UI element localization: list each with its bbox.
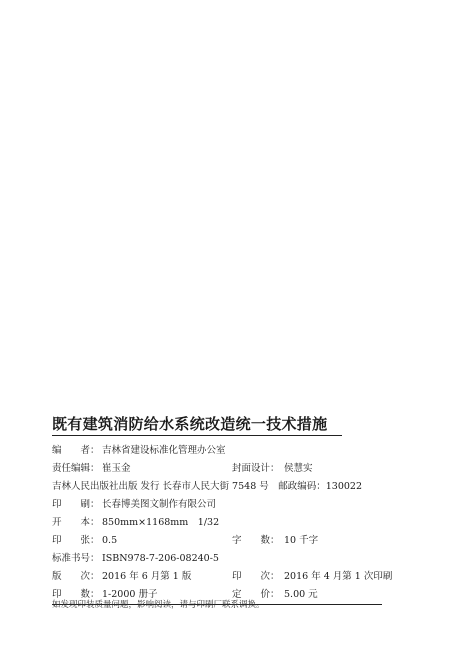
info-row-edition (52, 568, 393, 586)
format-label: 开 本： (52, 517, 100, 528)
cip-info-table (52, 442, 393, 605)
info-row-editor (52, 442, 382, 460)
responsible-editor-label: 责任编辑： (52, 463, 100, 474)
isbn-value: ISBN978-7-206-08240-5 (102, 553, 219, 564)
copies-label: 印 数： (52, 589, 100, 600)
sheets-label: 印 张： (52, 535, 100, 546)
copies-value: 1-2000 册子 (102, 589, 158, 600)
editor-label: 编 者： (52, 445, 100, 456)
price-label: 定 价： (232, 589, 280, 600)
info-row-publisher (52, 478, 382, 496)
printer-label: 印 刷： (52, 499, 100, 510)
words-label: 字 数： (232, 535, 280, 546)
edition-value: 2016 年 6 月第 1 版 (102, 571, 192, 582)
info-row-responsible-editor (52, 460, 382, 478)
sheets-value: 0.5 (102, 535, 118, 546)
price-value: 5.00 元 (284, 589, 318, 600)
info-row-printer (52, 496, 382, 514)
edition-label: 版 次： (52, 571, 100, 582)
editor-value: 吉林省建设标准化管理办公室 (102, 445, 226, 456)
print-number-value: 2016 年 4 月第 1 次印刷 (284, 571, 393, 582)
printer-value: 长春博美图文制作有限公司 (102, 499, 217, 510)
publisher-line: 吉林人民出版社出版 发行 长春市人民大街 7548 号 邮政编码：130022 (52, 481, 363, 492)
info-row-isbn (52, 550, 382, 568)
quality-notice: 如发现印装质量问题，影响阅读，请与印刷厂联系调换。 (52, 600, 265, 610)
isbn-label: 标准书号： (52, 553, 100, 564)
book-title: 既有建筑消防给水系统改造统一技术措施 (52, 415, 328, 433)
words-value: 10 千字 (284, 535, 319, 546)
info-row-sheets (52, 532, 382, 550)
title-divider (52, 435, 342, 436)
print-number-label: 印 次： (232, 571, 280, 582)
responsible-editor-value: 崔玉金 (102, 463, 131, 474)
cover-design-label: 封面设计： (232, 463, 280, 474)
info-row-format (52, 514, 382, 532)
format-value: 850mm×1168mm 1/32 (102, 517, 220, 528)
cover-design-value: 侯慧实 (284, 463, 313, 474)
